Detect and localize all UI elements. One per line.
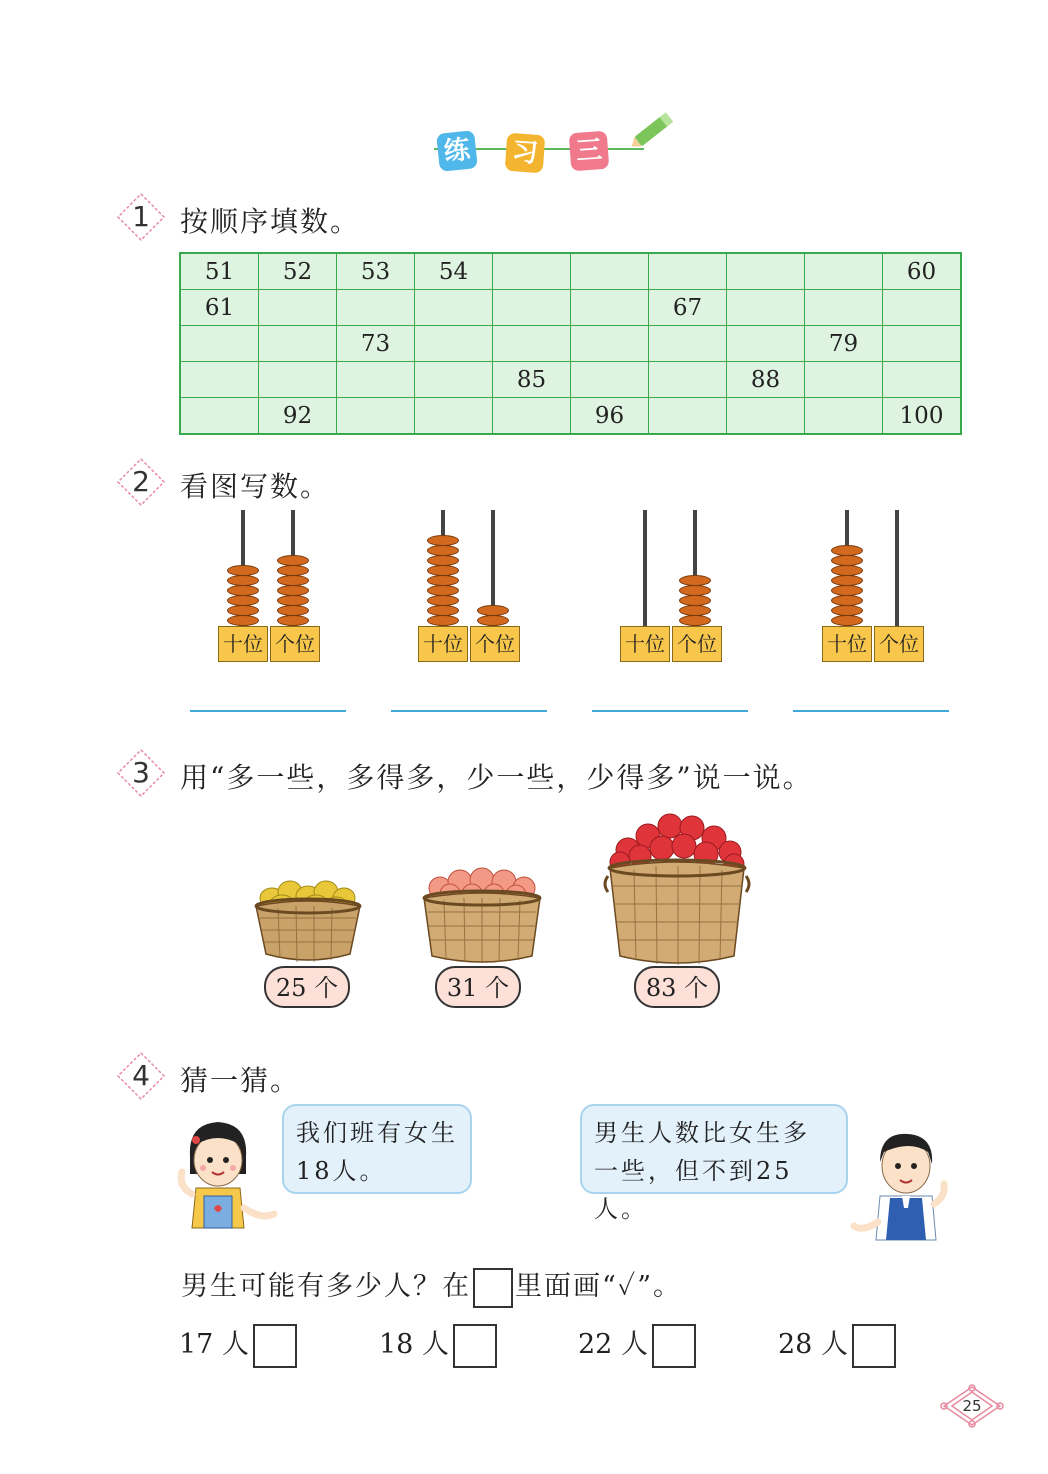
blank-cell[interactable] (649, 253, 727, 290)
blank-cell[interactable] (883, 290, 962, 326)
number-cell: 54 (415, 253, 493, 290)
girl-icon (170, 1116, 282, 1232)
page-number: 25 (962, 1397, 982, 1415)
blank-cell[interactable] (883, 326, 962, 362)
table-row (180, 362, 961, 398)
blank-cell[interactable] (337, 362, 415, 398)
abacus-bead (427, 555, 459, 566)
blank-cell[interactable] (805, 253, 883, 290)
title-char-3: 三 (569, 131, 610, 172)
section-number: 1 (132, 200, 150, 233)
blank-cell[interactable] (259, 326, 337, 362)
ones-place-label: 个位 (270, 626, 320, 662)
number-cell: 52 (259, 253, 337, 290)
abacus-bead (477, 605, 509, 616)
table-row (180, 326, 961, 362)
answer-line-1[interactable] (190, 710, 346, 712)
question-text-before: 男生可能有多少人？在 (181, 1271, 471, 1302)
peach-basket-icon (420, 864, 544, 966)
number-cell: 67 (649, 290, 727, 326)
section-instruction: 猜一猜。 (180, 1064, 301, 1097)
title-char-1: 练 (436, 130, 478, 172)
abacus-bead (831, 575, 863, 586)
abacus-bead (427, 595, 459, 606)
blank-cell[interactable] (571, 290, 649, 326)
option-22 (578, 1322, 696, 1368)
blank-cell[interactable] (727, 253, 805, 290)
ones-place-label: 个位 (470, 626, 520, 662)
pear-count: 25 个 (264, 966, 350, 1008)
abacus-bead (831, 585, 863, 596)
option-17 (179, 1322, 297, 1368)
option-checkbox[interactable] (652, 1324, 696, 1368)
section-number: 2 (132, 465, 150, 498)
abacus-bead (831, 545, 863, 556)
abacus-bead (227, 565, 259, 576)
answer-line-4[interactable] (793, 710, 949, 712)
table-row (180, 290, 961, 326)
number-cell: 79 (805, 326, 883, 362)
abacus-bead (277, 605, 309, 616)
option-label: 22 人 (578, 1329, 648, 1360)
blank-cell[interactable] (805, 398, 883, 435)
abacus-bead (831, 555, 863, 566)
guess-question (181, 1264, 682, 1308)
number-cell: 51 (180, 253, 259, 290)
blank-cell[interactable] (805, 362, 883, 398)
abacus-2 (418, 510, 522, 665)
section-number: 3 (132, 756, 150, 789)
number-cell: 92 (259, 398, 337, 435)
number-cell: 60 (883, 253, 962, 290)
ones-rod (895, 510, 899, 626)
number-cell: 96 (571, 398, 649, 435)
number-cell: 88 (727, 362, 805, 398)
number-cell: 100 (883, 398, 962, 435)
blank-cell[interactable] (337, 290, 415, 326)
abacus-bead (427, 585, 459, 596)
blank-cell[interactable] (337, 398, 415, 435)
tens-rod (643, 510, 647, 626)
peach-count: 31 个 (435, 966, 521, 1008)
example-checkbox (473, 1268, 513, 1308)
abacus-bead (679, 615, 711, 626)
blank-cell[interactable] (571, 362, 649, 398)
abacus-bead (227, 585, 259, 596)
abacus-bead (831, 605, 863, 616)
page-number-badge (940, 1384, 1004, 1428)
abacus-bead (427, 535, 459, 546)
section-instruction: 看图写数。 (180, 470, 331, 503)
blank-cell[interactable] (493, 290, 571, 326)
abacus-bead (427, 545, 459, 556)
blank-cell[interactable] (493, 253, 571, 290)
abacus-bead (227, 575, 259, 586)
blank-cell[interactable] (727, 290, 805, 326)
blank-cell[interactable] (180, 362, 259, 398)
blank-cell[interactable] (649, 326, 727, 362)
blank-cell[interactable] (571, 253, 649, 290)
boy-bubble-line-2: 一些，但不到25人。 (594, 1157, 793, 1223)
option-checkbox[interactable] (253, 1324, 297, 1368)
abacus-bead (277, 565, 309, 576)
ones-place-label: 个位 (874, 626, 924, 662)
abacus-bead (477, 615, 509, 626)
abacus-bead (427, 565, 459, 576)
table-row (180, 398, 961, 435)
section-instruction: 按顺序填数。 (180, 205, 361, 238)
tens-place-label: 十位 (620, 626, 670, 662)
number-cell: 85 (493, 362, 571, 398)
abacus-bead (427, 575, 459, 586)
option-checkbox[interactable] (852, 1324, 896, 1368)
title-char-2: 习 (505, 133, 546, 174)
abacus-bead (679, 585, 711, 596)
table-row (180, 253, 961, 290)
blank-cell[interactable] (649, 398, 727, 435)
boy-speech-bubble (580, 1104, 848, 1223)
girl-bubble-line-1: 我们班有女生 (296, 1119, 458, 1147)
pear-basket-icon (250, 872, 366, 966)
abacus-bead (277, 555, 309, 566)
option-18 (379, 1322, 497, 1368)
answer-line-2[interactable] (391, 710, 547, 712)
apple-basket-icon (602, 808, 752, 966)
blank-cell[interactable] (649, 362, 727, 398)
boy-bubble-line-1: 男生人数比女生多 (594, 1119, 810, 1147)
abacus-bead (227, 595, 259, 606)
abacus-bead (679, 595, 711, 606)
abacus-bead (831, 595, 863, 606)
exercise-title (420, 108, 680, 178)
blank-cell[interactable] (415, 398, 493, 435)
blank-cell[interactable] (727, 398, 805, 435)
blank-cell[interactable] (883, 362, 962, 398)
option-checkbox[interactable] (453, 1324, 497, 1368)
abacus-bead (277, 595, 309, 606)
blank-cell[interactable] (415, 290, 493, 326)
tens-place-label: 十位 (822, 626, 872, 662)
blank-cell[interactable] (805, 290, 883, 326)
abacus-bead (227, 605, 259, 616)
abacus-bead (679, 605, 711, 616)
number-cell: 53 (337, 253, 415, 290)
pencil-icon (626, 108, 680, 152)
option-label: 28 人 (778, 1329, 848, 1360)
blank-cell[interactable] (415, 326, 493, 362)
blank-cell[interactable] (571, 326, 649, 362)
abacus-bead (831, 565, 863, 576)
blank-cell[interactable] (259, 362, 337, 398)
abacus-bead (277, 575, 309, 586)
abacus-bead (427, 615, 459, 626)
abacus-3 (620, 510, 724, 665)
apple-count: 83 个 (634, 966, 720, 1008)
blank-cell[interactable] (727, 326, 805, 362)
option-28 (778, 1322, 896, 1368)
abacus-4 (822, 510, 926, 665)
blank-cell[interactable] (180, 326, 259, 362)
tens-place-label: 十位 (218, 626, 268, 662)
blank-cell[interactable] (493, 326, 571, 362)
girl-speech-bubble (282, 1104, 472, 1194)
answer-line-3[interactable] (592, 710, 748, 712)
option-label: 18 人 (379, 1329, 449, 1360)
tens-place-label: 十位 (418, 626, 468, 662)
section-number: 4 (132, 1059, 150, 1092)
option-label: 17 人 (179, 1329, 249, 1360)
question-text-after: 里面画“✓”。 (515, 1271, 683, 1302)
blank-cell[interactable] (180, 398, 259, 435)
section-instruction: 用“多一些，多得多，少一些，少得多”说一说。 (180, 761, 813, 794)
number-cell: 73 (337, 326, 415, 362)
abacus-bead (831, 615, 863, 626)
number-cell: 61 (180, 290, 259, 326)
ones-place-label: 个位 (672, 626, 722, 662)
number-table (179, 252, 962, 435)
blank-cell[interactable] (415, 362, 493, 398)
abacus-bead (227, 615, 259, 626)
blank-cell[interactable] (259, 290, 337, 326)
abacus-bead (679, 575, 711, 586)
blank-cell[interactable] (493, 398, 571, 435)
abacus-bead (277, 585, 309, 596)
girl-bubble-line-2: 18人。 (296, 1157, 387, 1185)
abacus-1 (218, 510, 322, 665)
abacus-bead (427, 605, 459, 616)
boy-icon (850, 1126, 954, 1244)
abacus-bead (277, 615, 309, 626)
